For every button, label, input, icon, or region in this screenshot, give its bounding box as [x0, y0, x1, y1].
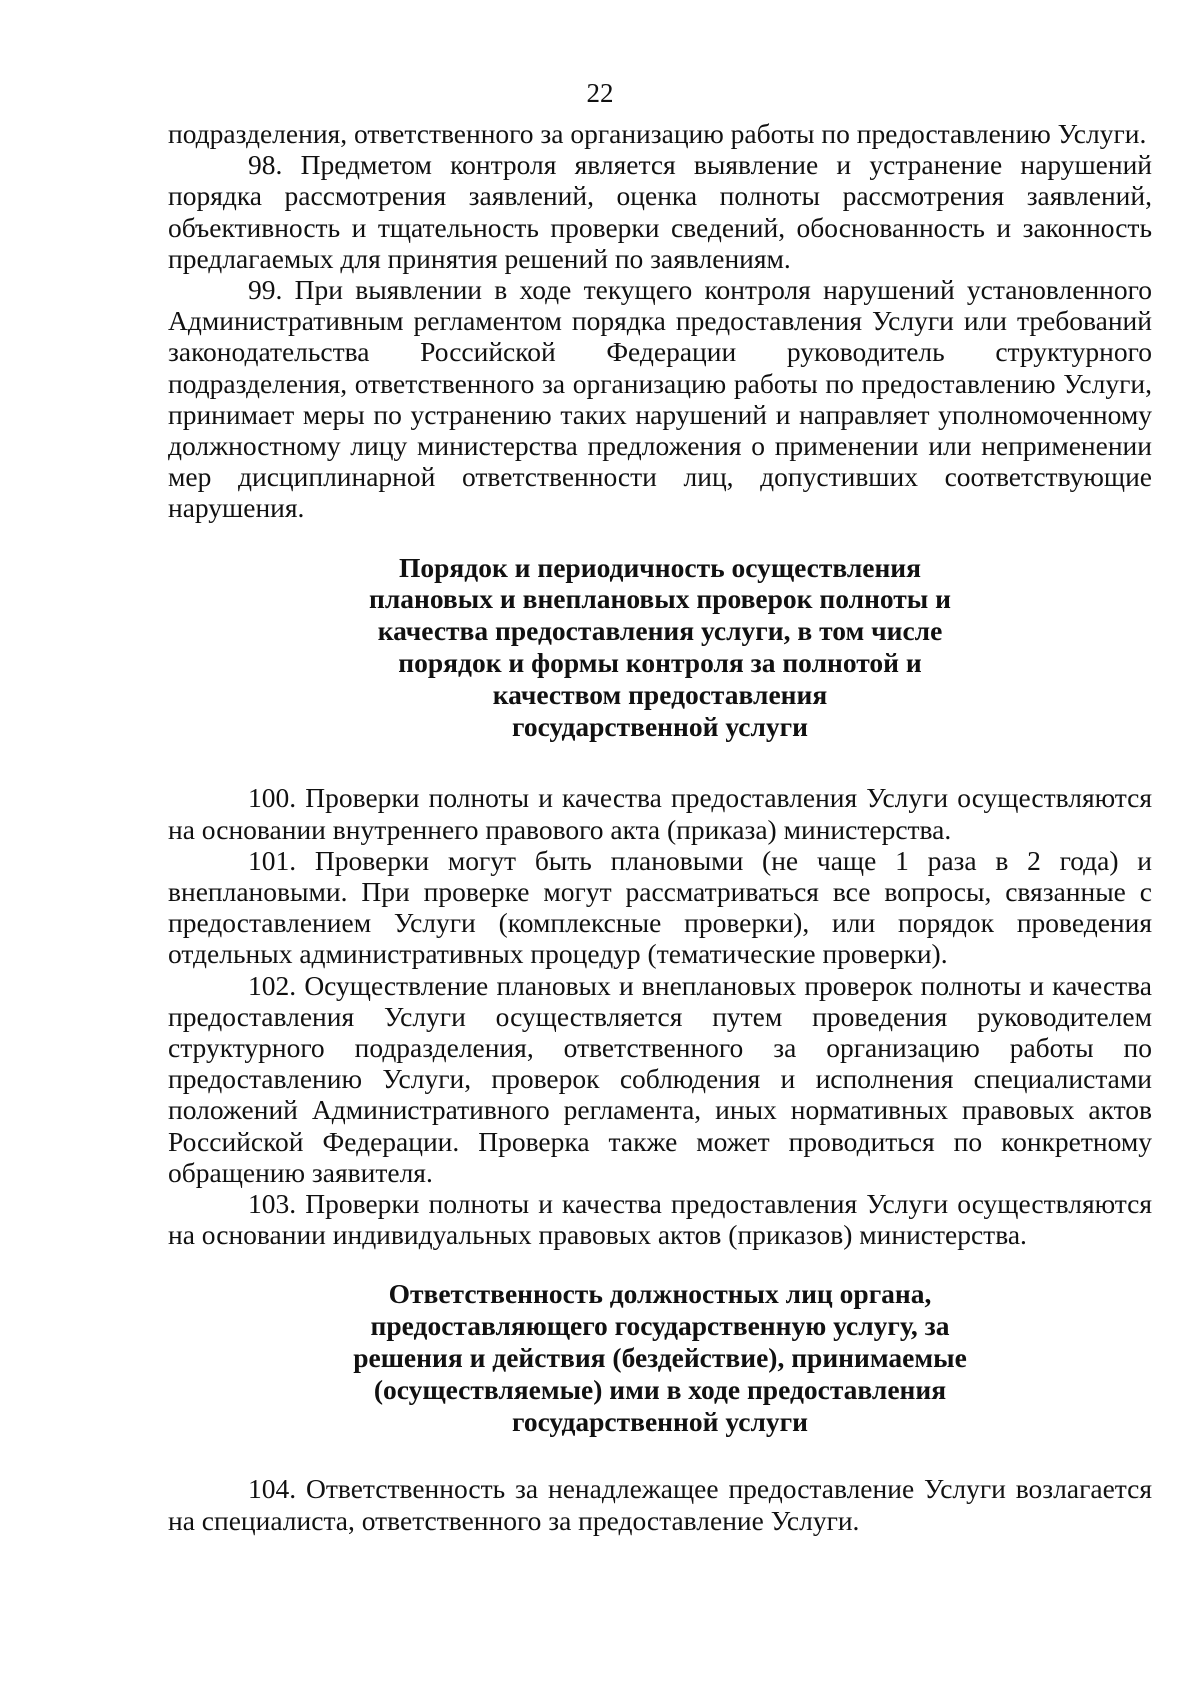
paragraph-continued: подразделения, ответственного за организацию работы по предоставлению Услуги. [168, 118, 1147, 149]
paragraph-99: 99. При выявлении в ходе текущего контроля нарушений установленного Административным регламентом порядка предоставления Услуги или требований законодательства Российской Федерации руководитель структурного подразделения, ответственного за организацию работы по предоставлению Услуги, принимает меры по устранению таких нарушений и направляет уполномоченному должностному лицу министерства предложения о применении или неприменении мер дисциплинарной ответственности лиц, допустивших соответствующие нарушения. [168, 274, 1152, 524]
paragraph-100: 100. Проверки полноты и качества предоставления Услуги осуществляются на основании внутреннего правового акта (приказа) министерства. [168, 782, 1152, 845]
page-number: 22 [586, 78, 614, 108]
heading-line: предоставляющего государственную услугу, за [370, 1310, 950, 1342]
paragraph-102: 102. Осуществление плановых и внеплановых проверок полноты и качества предоставления Услуги осуществляется путем проведения руководителем структурного подразделения, ответственного за организацию работы по предоставлению Услуги, проверок соблюдения и исполнения специалистами положений Административного регламента, иных нормативных правовых актов Российской Федерации. Проверка также может проводиться по конкретному обращению заявителя. [168, 969, 1152, 1188]
heading-line: решения и действия (бездействие), принимаемые [353, 1342, 967, 1374]
heading-line: порядок и формы контроля за полнотой и [398, 647, 922, 679]
heading-line: государственной услуги [512, 1405, 808, 1437]
heading-line: государственной услуги [512, 710, 808, 742]
paragraph-103: 103. Проверки полноты и качества предоставления Услуги осуществляются на основании индивидуальных правовых актов (приказов) министерства. [168, 1188, 1152, 1251]
heading-line: качеством предоставления [492, 678, 828, 710]
paragraph-101: 101. Проверки могут быть плановыми (не чаще 1 раза в 2 года) и внеплановыми. При проверке могут рассматриваться все вопросы, связанные с предоставлением Услуги (комплексные проверки), или порядок проведения отдельных административных процедур (тематические проверки). [168, 844, 1152, 970]
document-body [168, 118, 1152, 1536]
heading-line: Ответственность должностных лиц органа, [388, 1278, 932, 1310]
section-heading-responsibility [168, 1278, 1152, 1437]
heading-line: (осуществляемые) ими в ходе предоставления [373, 1373, 947, 1405]
paragraph-98: 98. Предметом контроля является выявление и устранение нарушений порядка рассмотрения заявлений, оценка полноты рассмотрения заявлений, объективность и тщательность проверки сведений, обоснованность и законность предлагаемых для принятия решений по заявлениям. [168, 149, 1152, 274]
heading-line: Порядок и периодичность осуществления [398, 551, 922, 583]
heading-line: качества предоставления услуги, в том числе [377, 615, 943, 647]
paragraph-104: 104. Ответственность за ненадлежащее предоставление Услуги возлагается на специалиста, ответственного за предоставление Услуги. [168, 1473, 1152, 1536]
section-heading-inspections [168, 552, 1152, 743]
heading-line: плановых и внеплановых проверок полноты и [369, 583, 951, 615]
